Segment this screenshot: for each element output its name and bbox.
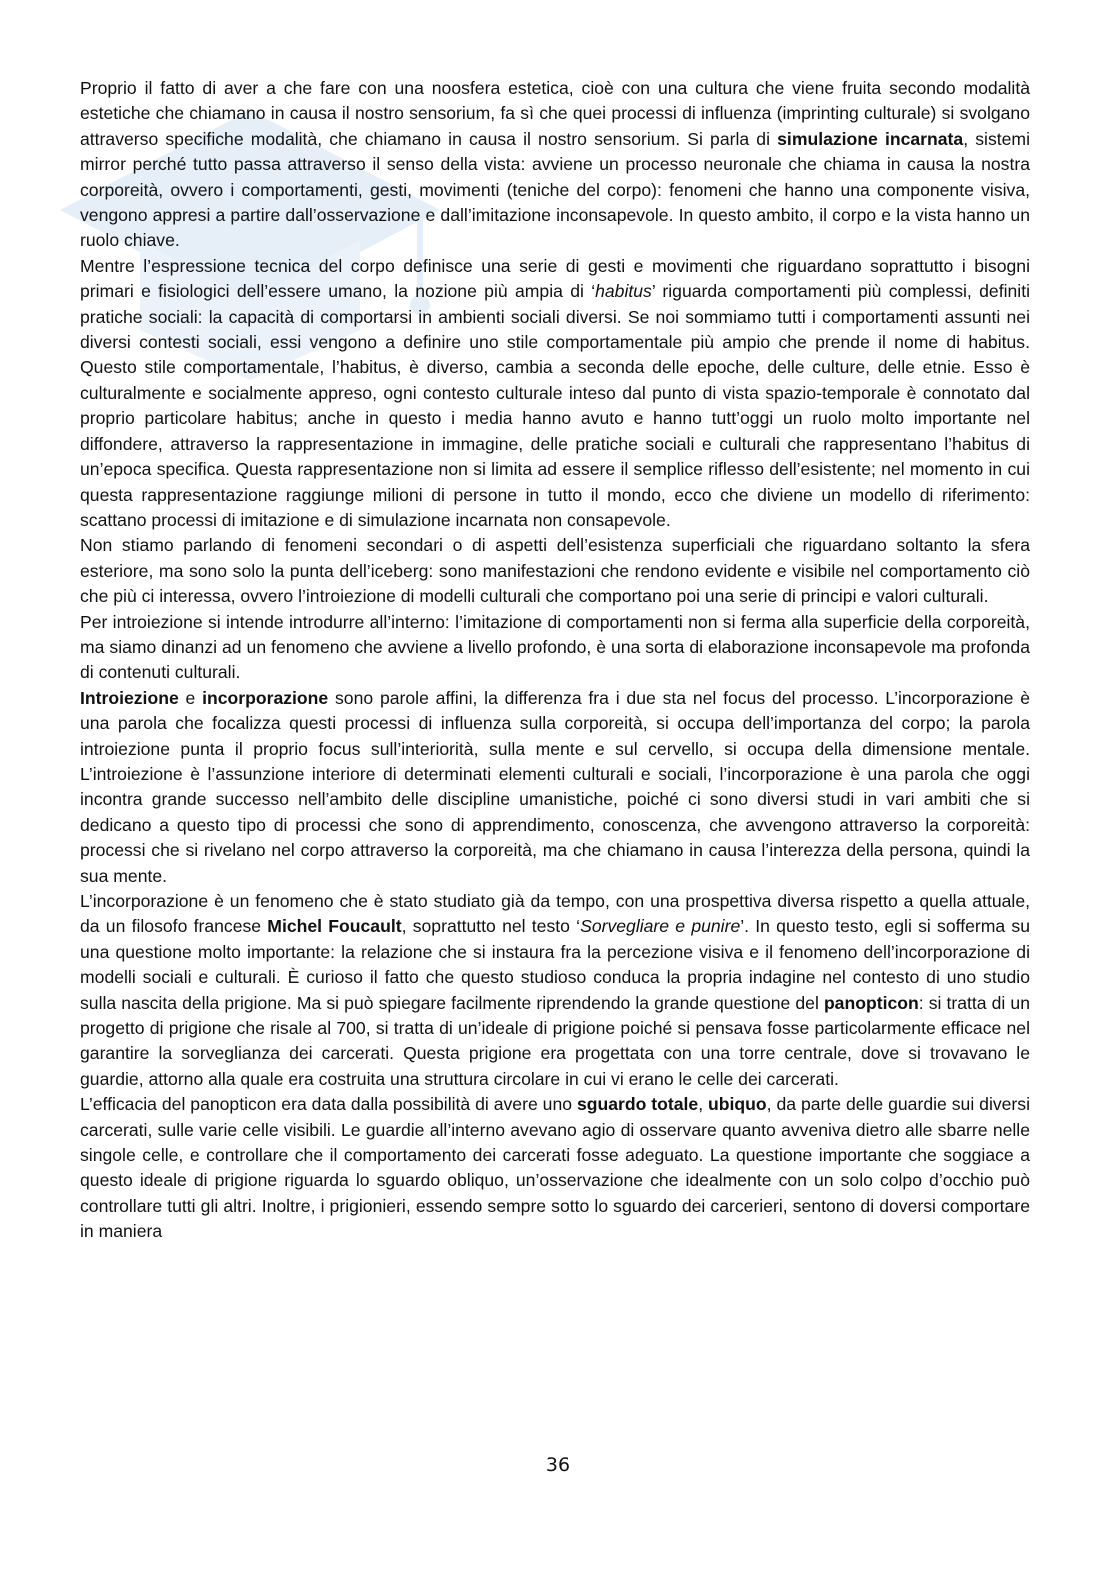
text-run: ’. In questo testo, egli si sofferma su una questione molto importante: la relazione che si instaura fra la percezione visiva e il fenomeno dell’incorporazione di modelli sociali e culturali. È curioso il fatto che questo studioso conduca la propria indagine nel contesto di uno studio sulla nascita della prigione. Ma si può spiegare facilmente riprendendo la grande questione del [80, 916, 1030, 1013]
text-run: Per introiezione si intende introdurre all’interno: l’imitazione di comportamenti non si ferma alla superficie della corporeità, ma siamo dinanzi ad un fenomeno che avviene a livello profondo, è una sorta di elaborazione inconsapevole ma profonda di contenuti culturali. [80, 611, 1030, 683]
text-run: , da parte delle guardie sui diversi carcerati, sulle varie celle visibili. Le guardie all’interno avevano agio di osservare quanto avveniva dietro alle sbarre nelle singole celle, e controllare che il comportamento dei carcerati fosse adeguato. La questione importante che soggiace a questo ideale di prigione riguarda lo sguardo obliquo, un’osservazione che idealmente con un solo colpo d’occhio può controllare tutti gli altri. Inoltre, i prigionieri, essendo sempre sotto lo sguardo dei carcerieri, sentono di doversi comportare in maniera [80, 1094, 1030, 1242]
bold-term: incorporazione [202, 687, 329, 708]
text-run: Proprio il fatto di aver a che fare con una noosfera estetica, cioè con una cultura che viene fruita secondo modalità estetiche che chiamano in causa il nostro sensorium, fa sì che quei processi di influenza (imprinting culturale) si svolgano attraverso specifiche modalità, che chiamano in causa il nostro sensorium. Si parla di [80, 78, 1030, 149]
paragraph-p1 [80, 76, 1030, 254]
paragraph-p5 [80, 686, 1030, 889]
text-run: , soprattutto nel testo ‘ [401, 916, 581, 937]
bold-term: Michel Foucault [267, 916, 402, 937]
text-run: Non stiamo parlando di fenomeni secondari o di aspetti dell’esistenza superficiali che riguardano soltanto la sfera esteriore, ma sono solo la punta dell’iceberg: sono manifestazioni che rendono evidente e visibile nel comportamento ciò che più ci interessa, ovvero l’introiezione di modelli culturali che comportano poi una serie di principi e valori culturali. [80, 535, 1030, 607]
text-run: Mentre l’espressione tecnica del corpo definisce una serie di gesti e movimenti che riguardano soprattutto i bisogni primari e fisiologici dell’essere umano, la nozione più ampia di ‘ [80, 255, 1030, 302]
text-run: L’incorporazione è un fenomeno che è stato studiato già da tempo, con una prospettiva diversa rispetto a quella attuale, da un filosofo francese [80, 891, 1030, 937]
text-run: sono parole affini, la differenza fra i due sta nel focus del processo. L’incorporazione è una parola che focalizza questi processi di influenza sulla corporeità, si occupa dell’importanza del corpo; la parola introiezione punta il proprio focus sull’interiorità, sulla mente e sul cervello, si occupa della dimensione mentale. L’introiezione è l’assunzione interiore di determinati elementi culturali e sociali, l’incorporazione è una parola che oggi incontra grande successo nell’ambito delle discipline umanistiche, poiché ci sono diversi studi in vari ambiti che si dedicano a questo tipo di processi che sono di apprendimento, conoscenza, che avvengono attraverso la corporeità: processi che si rivelano nel corpo attraverso la corporeità, ma che chiamano in causa l’interezza della persona, quindi la sua mente. [80, 687, 1031, 886]
text-run: L’efficacia del panopticon era data dalla possibilità di avere uno [80, 1094, 577, 1115]
page-number: 36 [545, 1454, 571, 1476]
paragraph-p6 [80, 889, 1030, 1092]
document-body [80, 76, 1030, 1245]
italic-term: Sorvegliare e punire [580, 916, 741, 937]
paragraph-p2 [80, 254, 1030, 533]
text-run: , sistemi mirror perché tutto passa attraverso il senso della vista: avviene un processo neuronale che chiama in causa la nostra corporeità, ovvero i comportamenti, gesti, movimenti (teniche del corpo): fenomeni che hanno una componente visiva, vengono appresi a partire dall’osservazione e dall’imitazione inconsapevole. In questo ambito, il corpo e la vista hanno un ruolo chiave. [80, 128, 1030, 251]
bold-term: ubiquo [708, 1094, 767, 1115]
paragraph-p7 [80, 1092, 1030, 1244]
bold-term: Introiezione [80, 687, 179, 708]
text-run: e [178, 687, 203, 708]
text-run: , [698, 1094, 709, 1115]
bold-term: sguardo totale [576, 1094, 699, 1115]
text-run: ’ riguarda comportamenti più complessi, definiti pratiche sociali: la capacità di comportarsi in ambienti sociali diversi. Se noi sommiamo tutti i comportamenti assunti nei diversi contesti sociali, essi vengono a definire uno stile comportamentale più ampio che prende il nome di habitus. Questo stile comportamentale, l’habitus, è diverso, cambia a seconda delle epoche, delle culture, delle etnie. Esso è culturalmente e socialmente appreso, ogni contesto culturale inteso dal punto di vista spazio-temporale è connotato dal proprio particolare habitus; anche in questo i media hanno avuto e hanno tutt’oggi un ruolo molto importante nel diffondere, attraverso la rappresentazione in immagine, delle pratiche sociali e culturali che rappresentano l’habitus di un’epoca specifica. Questa rappresentazione non si limita ad essere il semplice riflesso dell’esistente; nel momento in cui questa rappresentazione raggiunge milioni di persone in tutto il mondo, ecco che diviene un modello di riferimento: scattano processi di imitazione e di simulazione incarnata non consapevole. [80, 281, 1030, 530]
paragraph-p4 [80, 610, 1030, 686]
italic-term: habitus [595, 281, 652, 302]
paragraph-p3 [80, 533, 1030, 609]
bold-term: panopticon [823, 992, 919, 1013]
bold-term: simulazione incarnata [777, 128, 964, 149]
text-run: : si tratta di un progetto di prigione che risale al 700, si tratta di un’ideale di prigione poiché si pensava fosse particolarmente efficace nel garantire la sorveglianza dei carcerati. Questa prigione era progettata con una torre centrale, dove si trovavano le guardie, attorno alla quale era costruita una struttura circolare in cui vi erano le celle dei carcerati. [80, 992, 1030, 1089]
